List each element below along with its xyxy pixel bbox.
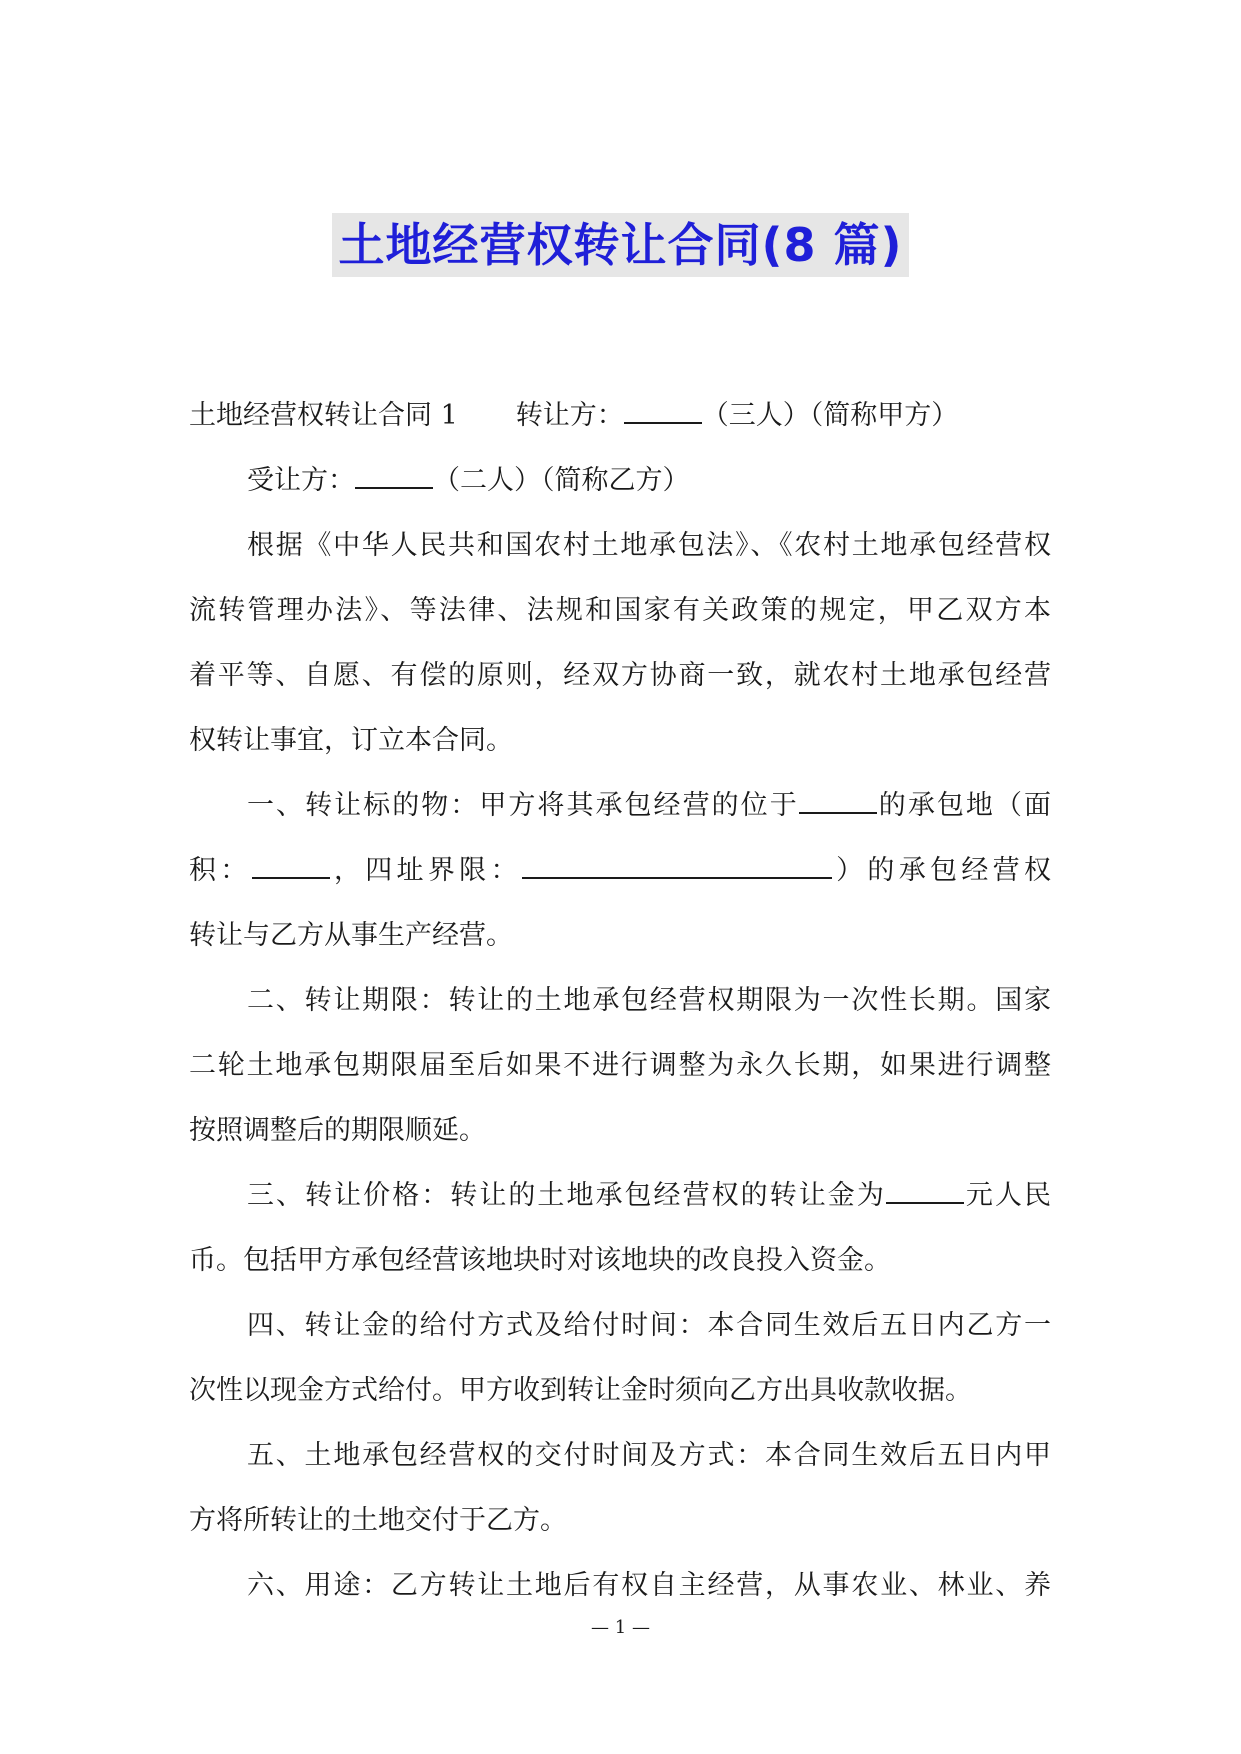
boundary-blank	[522, 855, 832, 879]
document-title: 土地经营权转让合同(8 篇)	[332, 213, 908, 277]
paragraph-line: 币。包括甲方承包经营该地块时对该地块的改良投入资金。	[189, 1245, 891, 1276]
document-body	[189, 383, 1051, 1618]
paragraph-line: 二、转让期限：转让的土地承包经营权期限为一次性长期。国家	[247, 985, 1051, 1016]
transferor-blank	[624, 400, 702, 424]
paragraph-line: 着平等、自愿、有偿的原则，经双方协商一致，就农村土地承包经营	[189, 660, 1051, 691]
price-blank	[886, 1180, 964, 1204]
paragraph-line	[189, 838, 1051, 903]
transferee-blank	[355, 465, 433, 489]
text-span: ，四址界限：	[329, 855, 522, 886]
text-span: 一、转让标的物：甲方将其承包经营的位于	[247, 790, 799, 821]
transferee-label: 受让方：	[247, 465, 355, 496]
paragraph-line: 五、土地承包经营权的交付时间及方式：本合同生效后五日内甲	[247, 1440, 1051, 1471]
title-wrap	[0, 213, 1241, 277]
location-blank	[799, 790, 877, 814]
paragraph-line	[189, 773, 1051, 838]
paragraph-line: 按照调整后的期限顺延。	[189, 1115, 486, 1146]
paragraph-line: 根据《中华人民共和国农村土地承包法》、《农村土地承包经营权	[247, 530, 1051, 561]
paragraph-line	[189, 1163, 1051, 1228]
paragraph-line: 流转管理办法》、等法律、法规和国家有关政策的规定，甲乙双方本	[189, 595, 1051, 626]
paragraph-line: 四、转让金的给付方式及给付时间：本合同生效后五日内乙方一	[247, 1310, 1051, 1341]
paragraph-line: 权转让事宜，订立本合同。	[189, 725, 513, 756]
paragraph-line: 二轮土地承包期限届至后如果不进行调整为永久长期，如果进行调整	[189, 1050, 1051, 1081]
contract-heading-line	[189, 383, 1051, 448]
text-span: ）的承包经营权	[831, 855, 1051, 886]
area-blank	[252, 855, 330, 879]
transferee-line	[189, 448, 1051, 513]
text-span: 的承包地（面	[876, 790, 1052, 821]
transferee-note: （二人）（简称乙方）	[433, 465, 690, 496]
text-span: 积：	[189, 855, 252, 886]
transferor-label: 转让方：	[515, 400, 624, 431]
paragraph-line: 方将所转让的土地交付于乙方。	[189, 1505, 567, 1536]
paragraph-line: 六、用途：乙方转让土地后有权自主经营，从事农业、林业、养	[247, 1570, 1051, 1601]
paragraph-line: 次性以现金方式给付。甲方收到转让金时须向乙方出具收款收据。	[189, 1375, 972, 1406]
text-span: 元人民	[963, 1180, 1052, 1211]
page-number: — 1 —	[591, 1617, 650, 1638]
contract-heading: 土地经营权转让合同 1	[189, 400, 458, 431]
transferor-note: （三人）（简称甲方）	[701, 400, 959, 431]
paragraph-line: 转让与乙方从事生产经营。	[189, 920, 513, 951]
text-span: 三、转让价格：转让的土地承包经营权的转让金为	[247, 1180, 886, 1211]
